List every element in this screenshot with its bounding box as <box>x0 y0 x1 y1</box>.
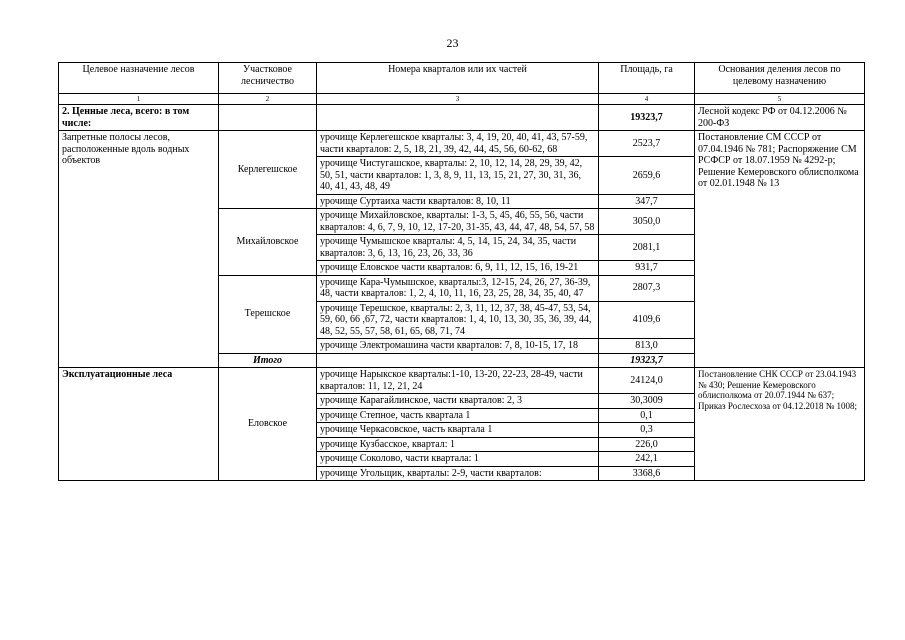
itogo-label: Итого <box>219 353 317 368</box>
forest-purpose-table <box>58 62 865 481</box>
lesnichestvo-mikhailov: Михайловское <box>219 209 317 276</box>
area-cell: 813,0 <box>599 339 695 354</box>
header-basis: Основания деления лесов по целевому назначению <box>695 63 865 94</box>
quarters-cell: урочище Еловское части кварталов: 6, 9, 11, 12, 15, 16, 19-21 <box>317 261 599 276</box>
lesnichestvo-elovskoe: Еловское <box>219 368 317 481</box>
itogo-value: 19323,7 <box>599 353 695 368</box>
basis-exploit: Постановление СНК СССР от 23.04.1943 № 430; Решение Кемеровского облисполкома от 20.07.1944 № 637; Приказ Рослесхоза от 04.12.2018 № 1008; <box>695 368 865 481</box>
quarters-cell: урочище Электромашина части кварталов: 7, 8, 10-15, 17, 18 <box>317 339 599 354</box>
header-lesnichestvo: Участковое лесничество <box>219 63 317 94</box>
col-number: 4 <box>599 94 695 105</box>
col-number: 1 <box>59 94 219 105</box>
area-cell: 2081,1 <box>599 235 695 261</box>
section-total: 19323,7 <box>599 105 695 131</box>
quarters-cell: урочище Чистугашское, кварталы: 2, 10, 12, 14, 28, 29, 39, 42, 50, 51, части кварталов: 1, 3, 8, 9, 11, 13, 15, 21, 27, 30, 31, 36, 40, 41, 43, 48, 49 <box>317 157 599 195</box>
area-cell: 2523,7 <box>599 131 695 157</box>
quarters-cell: урочище Терешское, кварталы: 2, 3, 11, 12, 37, 38, 45-47, 53, 54, 59, 60, 66 ,67, 72, части кварталов: 1, 4, 10, 13, 30, 35, 36, 39, 44, 48, 52, 55, 57, 58, 61, 65, 68, 71, 74 <box>317 301 599 339</box>
quarters-cell: урочище Соколово, части квартала: 1 <box>317 452 599 467</box>
purpose-exploit: Эксплуатационные леса <box>59 368 219 481</box>
area-cell: 931,7 <box>599 261 695 276</box>
basis-zapret: Постановление СМ СССР от 07.04.1946 № 781; Распоряжение СМ РСФСР от 18.07.1959 № 4292-р; Решение Кемеровского облисполкома от 02.01.1948 № 13 <box>695 131 865 368</box>
table-row <box>59 131 865 157</box>
quarters-cell: урочище Кузбасское, квартал: 1 <box>317 437 599 452</box>
purpose-zapret: Запретные полосы лесов, расположенные вдоль водных объектов <box>59 131 219 368</box>
quarters-cell: урочище Нарыкское кварталы:1-10, 13-20, 22-23, 28-49, части кварталов: 11, 12, 21, 24 <box>317 368 599 394</box>
area-cell: 242,1 <box>599 452 695 467</box>
page-number: 23 <box>446 36 459 50</box>
quarters-cell: урочище Угольщик, кварталы: 2-9, части кварталов: <box>317 466 599 481</box>
quarters-cell: урочище Кара-Чумышское, кварталы:3, 12-15, 24, 26, 27, 36-39, 48, части кварталов: 1, 2, 4, 10, 11, 16, 23, 25, 28, 34, 35, 40, 47 <box>317 275 599 301</box>
col-number: 2 <box>219 94 317 105</box>
quarters-cell: урочище Степное, часть квартала 1 <box>317 408 599 423</box>
quarters-cell: урочище Черкасовское, часть квартала 1 <box>317 423 599 438</box>
area-cell: 2659,6 <box>599 157 695 195</box>
col-number: 5 <box>695 94 865 105</box>
area-cell: 0,1 <box>599 408 695 423</box>
area-cell: 347,7 <box>599 194 695 209</box>
lesnichestvo-kerlegesh: Керлегешское <box>219 131 317 209</box>
section-row-valuable-forests <box>59 105 865 131</box>
quarters-cell: урочище Суртаиха части кварталов: 8, 10, 11 <box>317 194 599 209</box>
area-cell: 226,0 <box>599 437 695 452</box>
header-area: Площадь, га <box>599 63 695 94</box>
area-cell: 4109,6 <box>599 301 695 339</box>
area-cell: 30,3009 <box>599 394 695 409</box>
area-cell: 24124,0 <box>599 368 695 394</box>
quarters-cell: урочище Карагайлинское, части кварталов: 2, 3 <box>317 394 599 409</box>
lesnichestvo-tereshk: Терешское <box>219 275 317 353</box>
quarters-cell: урочище Керлегешское кварталы: 3, 4, 19, 20, 40, 41, 43, 57-59, части кварталов: 2, 5, 18, 21, 39, 42, 44, 45, 56, 60-62, 68 <box>317 131 599 157</box>
table-header-row <box>59 63 865 94</box>
header-quarters: Номера кварталов или их частей <box>317 63 599 94</box>
quarters-cell: урочище Михайловское, кварталы: 1-3, 5, 45, 46, 55, 56, части кварталов: 4, 6, 7, 9, 10, 12, 17-20, 31-35, 43, 44, 47, 48, 54, 57, 58 <box>317 209 599 235</box>
area-cell: 0,3 <box>599 423 695 438</box>
area-cell: 3368,6 <box>599 466 695 481</box>
quarters-cell: урочище Чумышское кварталы: 4, 5, 14, 15, 24, 34, 35, части кварталов: 3, 6, 13, 16, 23, 26, 33, 36 <box>317 235 599 261</box>
area-cell: 3050,0 <box>599 209 695 235</box>
section-title: 2. Ценные леса, всего: в том числе: <box>59 105 219 131</box>
section-basis: Лесной кодекс РФ от 04.12.2006 № 200-ФЗ <box>695 105 865 131</box>
area-cell: 2807,3 <box>599 275 695 301</box>
col-number: 3 <box>317 94 599 105</box>
header-purpose: Целевое назначение лесов <box>59 63 219 94</box>
table-row <box>59 368 865 394</box>
column-number-row <box>59 94 865 105</box>
